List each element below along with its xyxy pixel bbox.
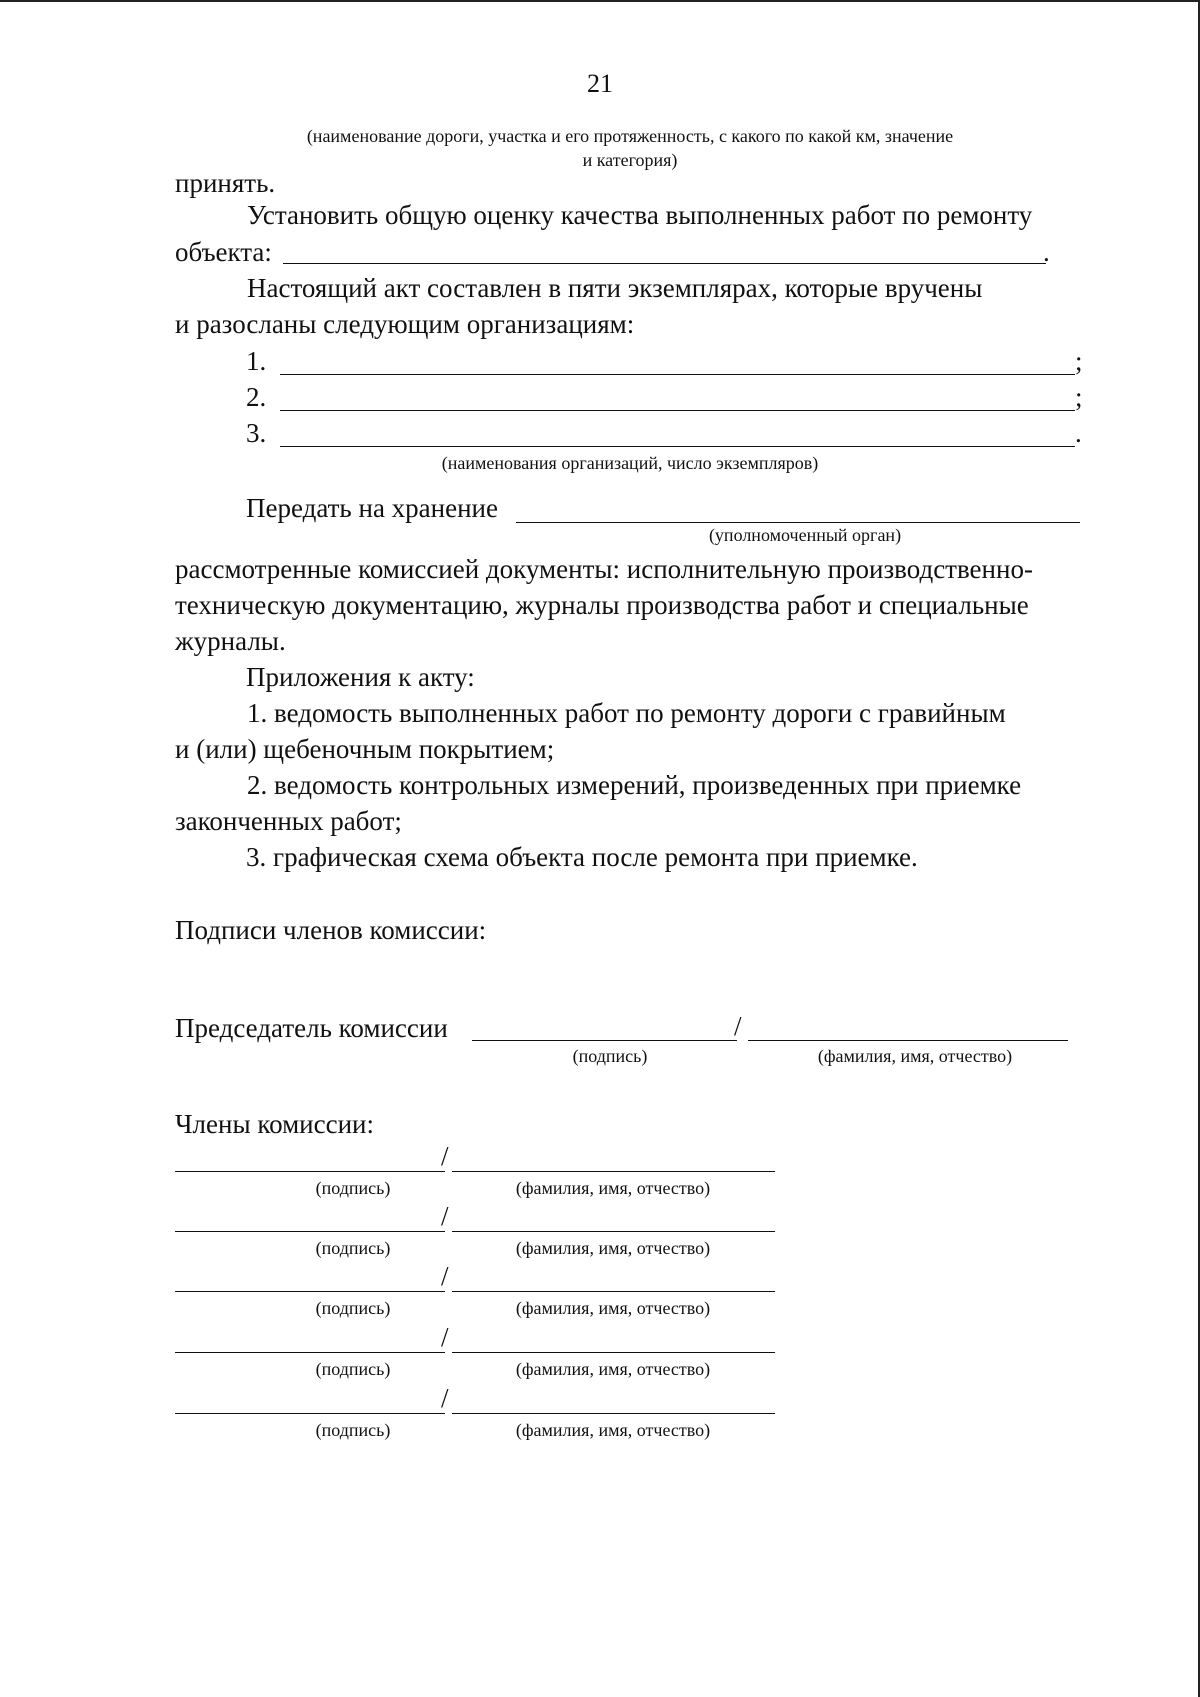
org-item-1-end: ; [1075,346,1083,376]
member-1-signature-caption: (подпись) [315,1178,391,1198]
members-title: Члены комиссии: [175,1109,374,1139]
member-2-fio-line[interactable] [452,1231,775,1232]
member-3-slash: / [441,1261,449,1291]
quality-object-label: объекта: [175,237,272,267]
org-item-3-end: . [1075,418,1082,448]
member-4-fio-line[interactable] [452,1352,775,1353]
member-1-signature-line[interactable] [175,1171,445,1172]
caption-road-line2: и категория) [582,150,678,170]
quality-period: . [1043,237,1050,267]
signatures-title: Подписи членов комиссии: [175,915,487,945]
member-1-fio-caption: (фамилия, имя, отчество) [515,1178,711,1198]
storage-fill-line[interactable] [516,522,1080,523]
chairman-slash: / [734,1011,742,1041]
member-2-signature-caption: (подпись) [315,1238,391,1258]
member-5-slash: / [441,1383,449,1413]
quality-text-line1: Установить общую оценку качества выполненных работ по ремонту [247,200,1033,230]
member-5-fio-caption: (фамилия, имя, отчество) [515,1420,711,1440]
caption-road-line1: (наименование дороги, участка и его протяженность, с какого по какой км, значение [306,126,954,146]
docs-text-line3: журналы. [175,626,286,656]
member-3-fio-caption: (фамилия, имя, отчество) [515,1298,711,1318]
org-item-2-end: ; [1075,382,1083,412]
docs-text-line2: техническую документацию, журналы производства работ и специальные [175,590,1029,620]
member-4-signature-line[interactable] [175,1352,445,1353]
appendix-1-line2: и (или) щебеночным покрытием; [175,734,555,764]
org-item-3-fill-line[interactable] [280,446,1075,447]
member-4-slash: / [441,1322,449,1352]
docs-text-line1: рассмотренные комиссией документы: исполнительную производственно- [175,554,1033,584]
storage-label: Передать на хранение [246,493,498,523]
appendix-2-line2: законченных работ; [175,806,402,836]
member-1-slash: / [441,1141,449,1171]
member-2-signature-line[interactable] [175,1231,445,1232]
member-5-fio-line[interactable] [452,1413,775,1414]
member-3-signature-caption: (подпись) [315,1298,391,1318]
chairman-fio-line[interactable] [748,1040,1068,1041]
quality-fill-line[interactable] [283,263,1046,264]
chairman-signature-caption: (подпись) [572,1046,648,1066]
member-1-fio-line[interactable] [452,1171,775,1172]
caption-authorized-body: (уполномоченный орган) [708,525,902,545]
member-3-signature-line[interactable] [175,1291,445,1292]
chairman-signature-line[interactable] [472,1040,737,1041]
scan-border-top [0,0,1200,2]
org-item-1-number: 1. [246,346,267,376]
member-2-slash: / [441,1201,449,1231]
org-item-2-number: 2. [246,382,267,412]
appendix-3: 3. графическая схема объекта после ремонта при приемке. [246,842,918,872]
member-5-signature-caption: (подпись) [315,1420,391,1440]
copies-text-line2: и разосланы следующим организациям: [175,309,635,339]
appendix-1-line1: 1. ведомость выполненных работ по ремонту дороги с гравийным [247,698,1006,728]
org-item-1-fill-line[interactable] [280,374,1075,375]
member-3-fio-line[interactable] [452,1291,775,1292]
copies-text-line1: Настоящий акт составлен в пяти экземплярах, которые вручены [247,273,983,303]
member-4-fio-caption: (фамилия, имя, отчество) [515,1359,711,1379]
member-4-signature-caption: (подпись) [315,1359,391,1379]
appendix-2-line1: 2. ведомость контрольных измерений, произведенных при приемке [247,770,1022,800]
accept-text: принять. [175,168,276,198]
page-number: 21 [587,69,613,98]
appendix-title: Приложения к акту: [246,662,475,692]
org-item-2-fill-line[interactable] [280,410,1075,411]
caption-orgs: (наименования организаций, число экземпляров) [441,453,819,473]
chairman-label: Председатель комиссии [175,1013,448,1043]
member-5-signature-line[interactable] [175,1413,445,1414]
member-2-fio-caption: (фамилия, имя, отчество) [515,1238,711,1258]
org-item-3-number: 3. [246,418,267,448]
chairman-fio-caption: (фамилия, имя, отчество) [817,1046,1013,1066]
